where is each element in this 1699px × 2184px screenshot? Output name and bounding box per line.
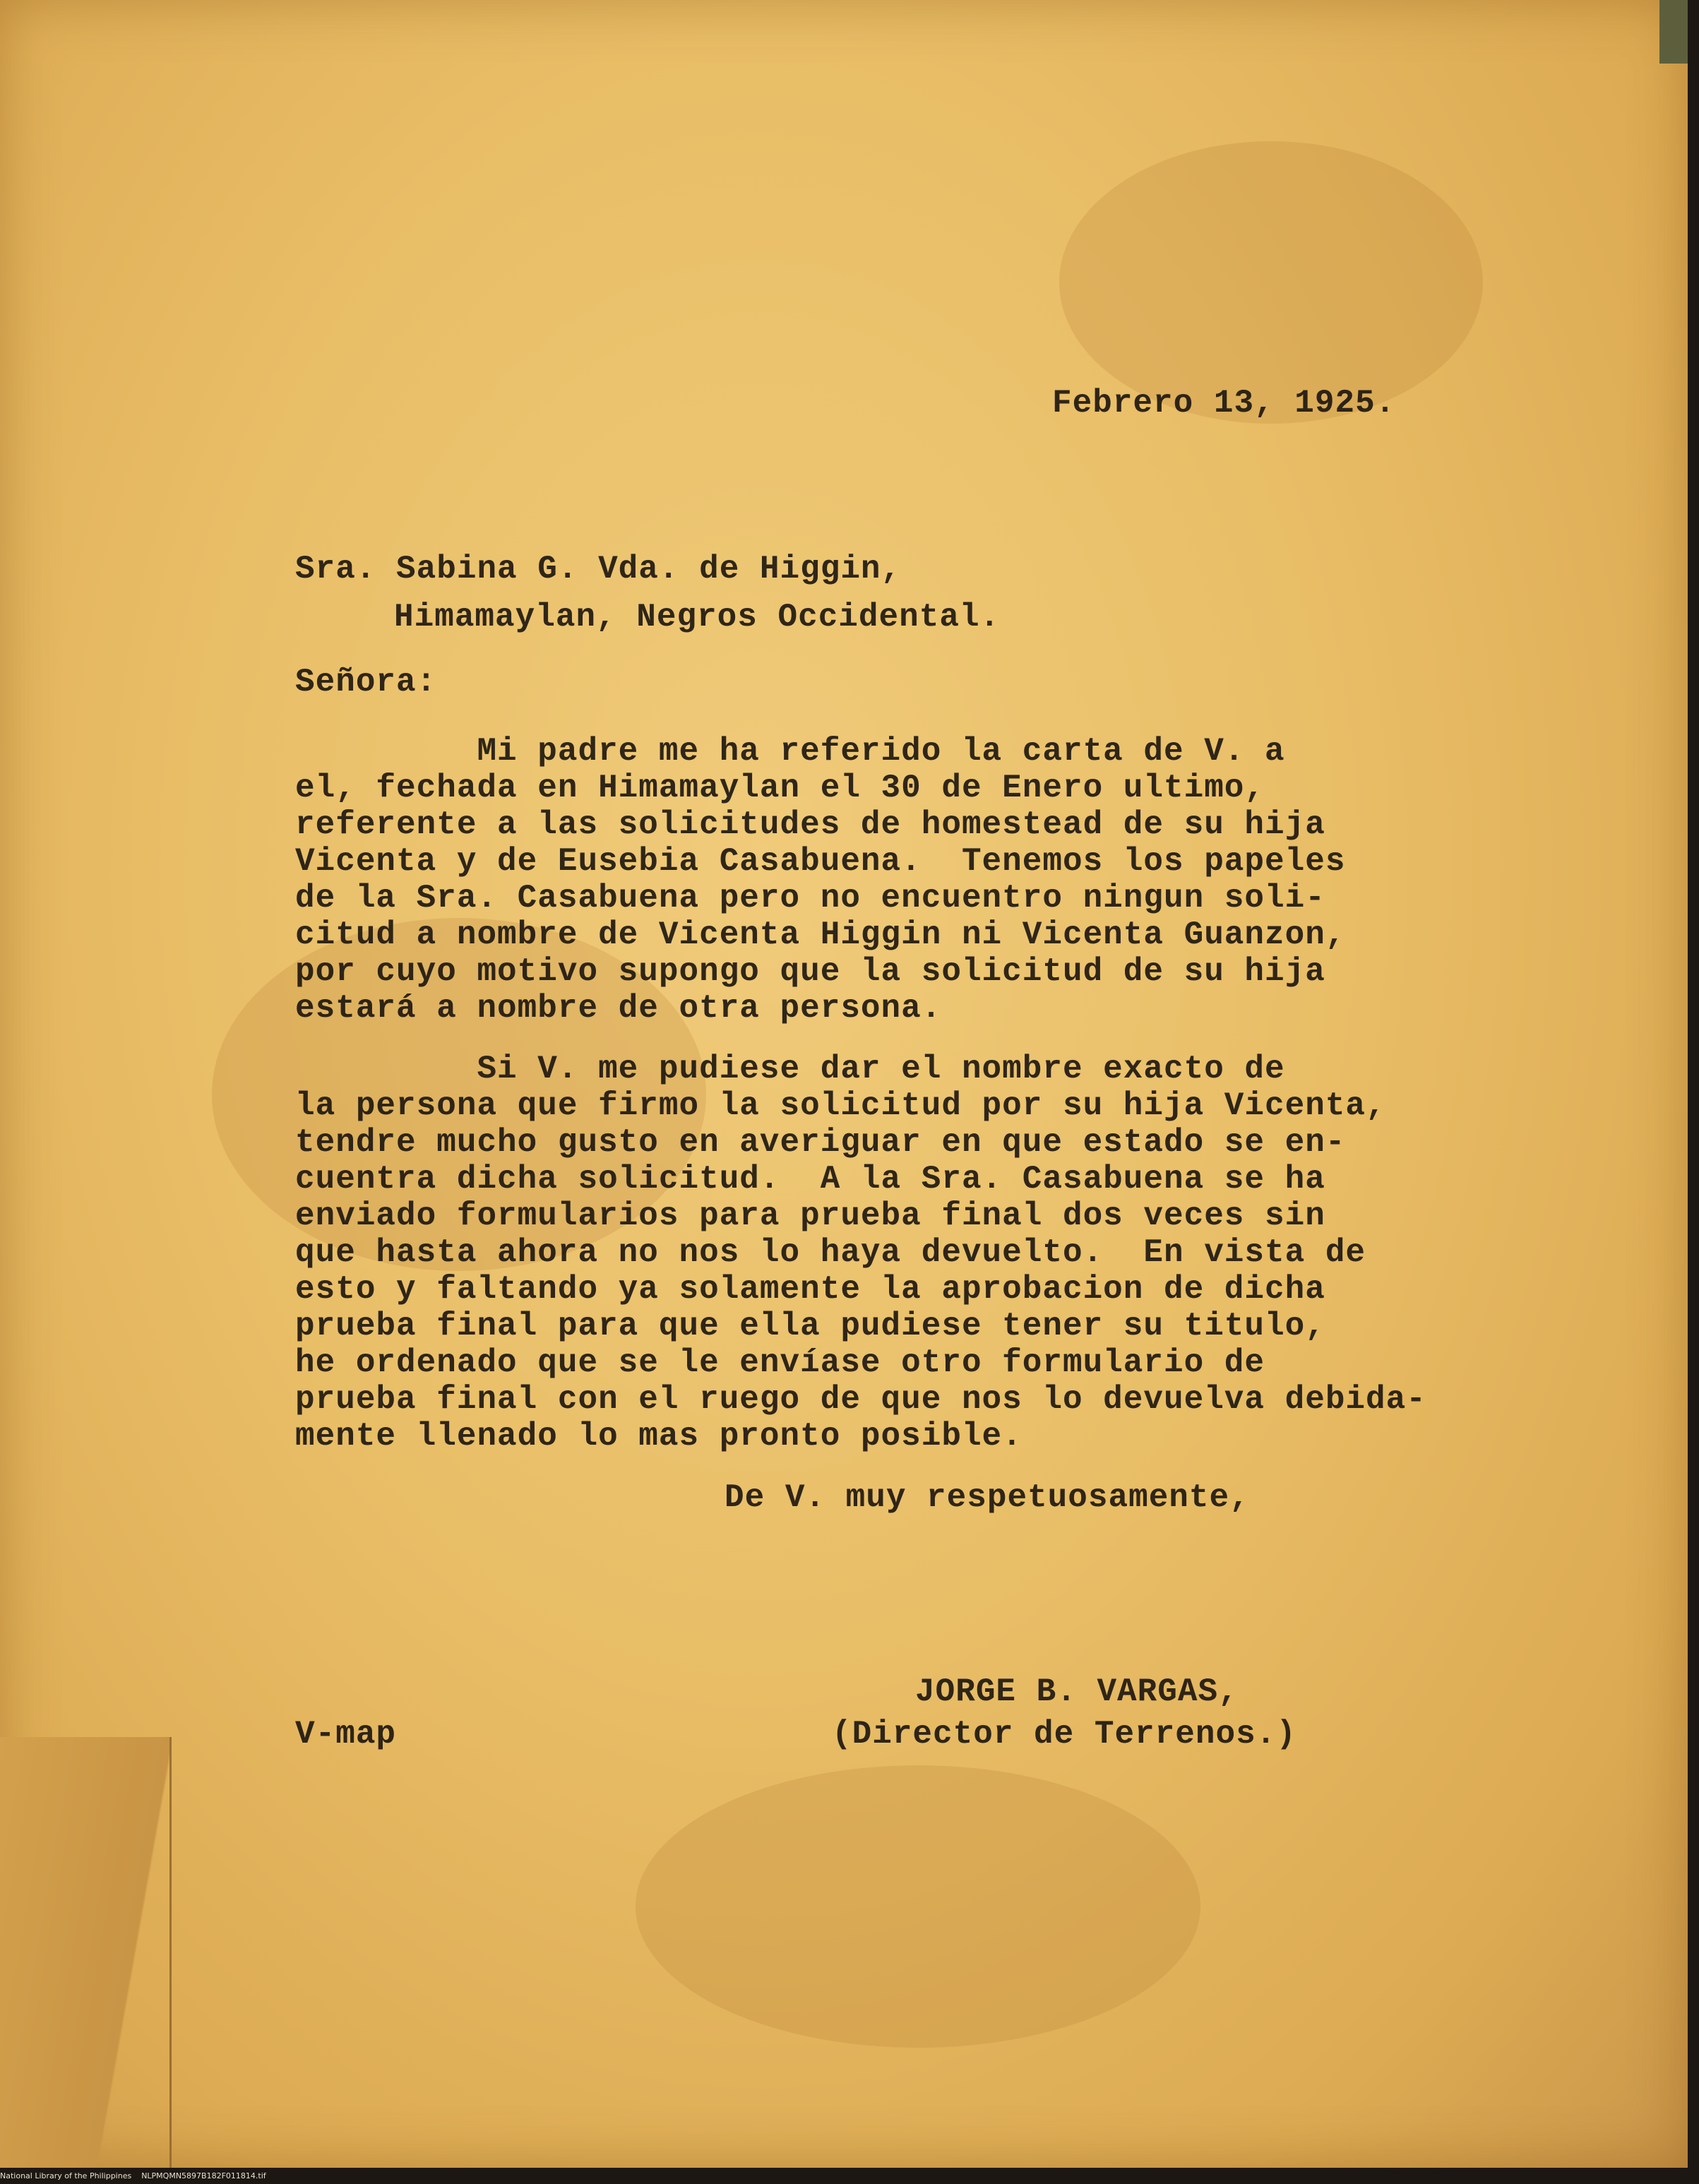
recipient-place: Himamaylan, Negros Occidental. bbox=[394, 599, 1001, 635]
paper-stain bbox=[636, 1765, 1200, 2048]
paper-stain bbox=[1059, 141, 1483, 424]
paragraph-line: enviado formularios para prueba final dos veces sin bbox=[295, 1198, 1325, 1234]
folded-corner bbox=[0, 1737, 172, 2168]
paragraph-line: citud a nombre de Vicenta Higgin ni Vicenta Guanzon, bbox=[295, 917, 1346, 953]
paragraph-line: tendre mucho gusto en averiguar en que estado se en- bbox=[295, 1124, 1346, 1161]
folder-tab bbox=[1659, 0, 1688, 64]
paragraph-line: cuentra dicha solicitud. A la Sra. Casabuena se ha bbox=[295, 1161, 1325, 1198]
reference-initials: V-map bbox=[295, 1716, 397, 1753]
paragraph-line: referente a las solicitudes de homestead de su hija bbox=[295, 806, 1325, 843]
paragraph-line: de la Sra. Casabuena pero no encuentro ningun soli- bbox=[295, 880, 1325, 917]
paragraph-1 bbox=[295, 733, 1345, 1027]
paragraph-2 bbox=[295, 1051, 1426, 1455]
paragraph-line: he ordenado que se le envíase otro formulario de bbox=[295, 1344, 1265, 1381]
paragraph-line: por cuyo motivo supongo que la solicitud de su hija bbox=[295, 953, 1325, 990]
paragraph-line: que hasta ahora no nos lo haya devuelto. En vista de bbox=[295, 1234, 1366, 1271]
paragraph-line: Si V. me pudiese dar el nombre exacto de bbox=[295, 1051, 1285, 1087]
paragraph-line: prueba final para que ella pudiese tener su titulo, bbox=[295, 1308, 1325, 1344]
signer-name: JORGE B. VARGAS, bbox=[915, 1673, 1239, 1710]
signer-title: (Director de Terrenos.) bbox=[832, 1716, 1296, 1753]
paragraph-line: Vicenta y de Eusebia Casabuena. Tenemos los papeles bbox=[295, 843, 1346, 880]
paragraph-line: el, fechada en Himamaylan el 30 de Enero ultimo, bbox=[295, 770, 1265, 806]
archive-footer: National Library of the Philippines NLPMQMN5897B182F011814.tif bbox=[0, 2171, 266, 2180]
closing: De V. muy respetuosamente, bbox=[725, 1479, 1250, 1516]
letter-date: Febrero 13, 1925. bbox=[1052, 385, 1396, 422]
paragraph-line: estará a nombre de otra persona. bbox=[295, 990, 942, 1027]
salutation: Señora: bbox=[295, 664, 437, 700]
paragraph-line: la persona que firmo la solicitud por su hija Vicenta, bbox=[295, 1087, 1386, 1124]
paragraph-line: mente llenado lo mas pronto posible. bbox=[295, 1418, 1023, 1455]
paragraph-line: Mi padre me ha referido la carta de V. a bbox=[295, 733, 1285, 770]
recipient-name: Sra. Sabina G. Vda. de Higgin, bbox=[295, 551, 902, 587]
paragraph-line: prueba final con el ruego de que nos lo devuelva debida- bbox=[295, 1381, 1426, 1418]
paragraph-line: esto y faltando ya solamente la aprobacion de dicha bbox=[295, 1271, 1325, 1308]
